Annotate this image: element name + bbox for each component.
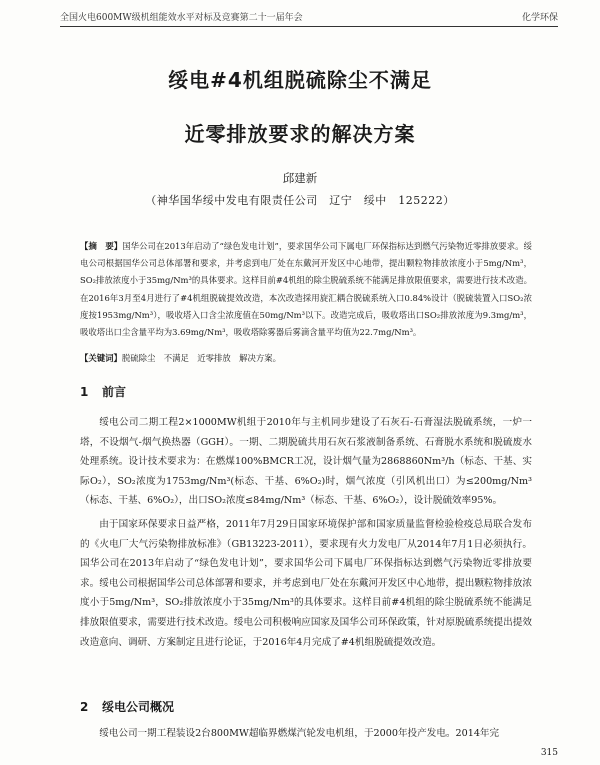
keywords-text: 脱硫除尘 不满足 近零排放 解决方案。 bbox=[121, 353, 281, 363]
header-conference: 全国火电600MW级机组能效水平对标及竞赛第二十一届年会 bbox=[60, 13, 303, 23]
page-number: 315 bbox=[540, 748, 558, 758]
section-heading-overview bbox=[80, 698, 174, 715]
header-section: 化学环保 bbox=[521, 13, 558, 23]
abstract bbox=[80, 238, 532, 341]
paragraph: 绥电公司二期工程2×1000MW机组于2010年与主机同步建设了石灰石-石膏湿法脱硫系统，一炉一塔，不设烟气-烟气换热器（GGH）。一期、二期脱硫共用石灰石浆液制备系统、石膏脱水系统和脱硫废水处理系统。设计技术要求为：在燃煤100%BMCR工况，设计烟气量为2868860Nm³/h（标态、干基、实际O₂），SO₂浓度为1753mg/Nm³(标态、干基、6%O₂)时，烟气浓度（引风机出口）为≤200mg/Nm³（标态、干基、6%O₂），出口SO₂浓度≤84mg/Nm³（标态、干基、6%O₂），设计脱硫效率95%。 bbox=[80, 417, 532, 507]
section-number: 2 bbox=[80, 700, 89, 714]
section-number: 1 bbox=[80, 385, 89, 399]
section-title: 前言 bbox=[102, 385, 127, 399]
title-line-2: 近零排放要求的解决方案 bbox=[184, 122, 416, 146]
title-line-1: 绥电#4机组脱硫除尘不满足 bbox=[168, 68, 432, 92]
section-heading-intro bbox=[80, 383, 126, 400]
keywords-label: 【关键词】 bbox=[80, 353, 122, 363]
abstract-text: 国华公司在2013年启动了“绿色发电计划”，要求国华公司下属电厂环保指标达到燃气污染物近零排放要求。绥电公司根据国华公司总体部署和要求，并考虑到电厂处在东戴河开发区中心地带，提出颗粒物排放浓度小于5mg/Nm³，SO₂排放浓度小于35mg/Nm³的具体要求。这样目前#4机组的除尘脱硫系统不能满足排放限值要求，需要进行技术改造。在2016年3月至4月进行了#4机组脱硫提效改造，本次改造採用旋汇耦合脱硫系统入口0.84%设计（脱硫装置入口SO₂浓度按1953mg/Nm³），吸收塔入口含尘浓度值在50mg/Nm³以下。改造完成后，吸收塔出口SO₂排放浓度为9.3mg/m³，吸收塔出口尘含量平均为3.69mg/Nm³，吸收塔除雾器后雾滴含量平均值为22.7mg/Nm³。 bbox=[80, 241, 533, 338]
affiliation: （神华国华绥中发电有限责任公司 辽宁 绥中 125222） bbox=[145, 194, 455, 207]
paragraph: 由于国家环保要求日益严格，2011年7月29日国家环境保护部和国家质量监督检验检疫总局联合发布的《火电厂大气污染物排放标准》（GB13223-2011），要求现有火力发电厂从2014年7月1日必须执行。国华公司在2013年启动了“绿色发电计划”，要求国华公司下属电厂环保指标达到燃气污染物近零排放要求。绥电公司根据国华公司总体部署和要求，并考虑到电厂处在东戴河开发区中心地带，提出颗粒物排放浓度小于5mg/Nm³，SO₂排放浓度小于35mg/Nm³的具体要求。这样目前#4机组的除尘脱硫系统不能满足排放限值要求，需要进行技术改造。绥电公司积极响应国家及国华公司环保政策，针对原脱硫系统提出提效改造意向、调研、方案制定且进行论证，于2016年4月完成了#4机组脱硫提效改造。 bbox=[80, 519, 532, 648]
paragraph: 绥电公司一期工程装设2台800MW超临界燃煤汽轮发电机组，于2000年投产发电。2014年完 bbox=[99, 728, 500, 739]
keywords bbox=[80, 352, 532, 364]
section-title: 绥电公司概况 bbox=[102, 700, 175, 714]
author: 邱建新 bbox=[282, 171, 318, 185]
abstract-label: 【摘 要】 bbox=[80, 241, 123, 251]
running-header bbox=[60, 8, 558, 27]
